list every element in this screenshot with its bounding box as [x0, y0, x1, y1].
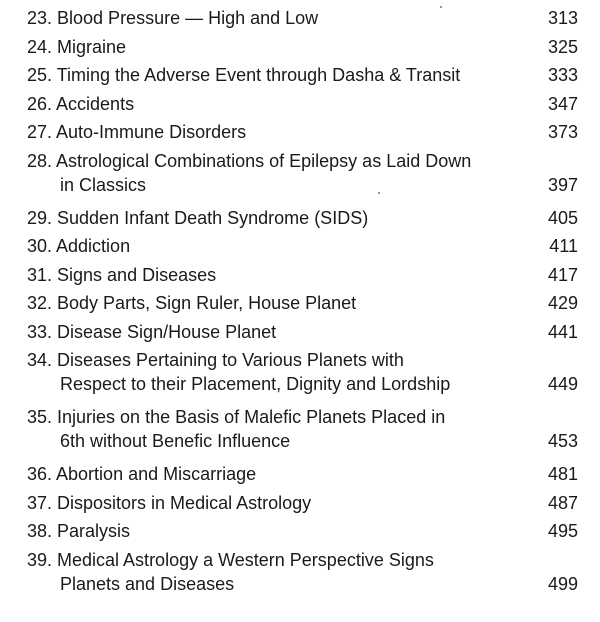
table-of-contents [0, 4, 600, 603]
toc-entry [0, 460, 600, 489]
toc-entry-title: 26. Accidents [27, 93, 135, 114]
toc-entry-page: 333 [547, 65, 578, 85]
toc-entry-title: 27. Auto-Immune Disorders [27, 122, 247, 142]
toc-entry-title: 32. Body Parts, Sign Ruler, House Planet [27, 293, 357, 313]
toc-entry-title: 30. Addiction [27, 236, 131, 256]
toc-entry-page: 313 [547, 8, 578, 28]
toc-entry-page: 449 [547, 374, 578, 394]
scan-speck [440, 6, 442, 8]
toc-entry [0, 147, 600, 204]
toc-entry [0, 346, 600, 403]
toc-entry-title: 33. Disease Sign/House Planet [27, 321, 277, 342]
toc-entry-title: 37. Dispositors in Medical Astrology [27, 492, 312, 513]
toc-entry-title: 29. Sudden Infant Death Syndrome (SIDS) [27, 207, 369, 228]
toc-entry [0, 118, 600, 147]
toc-entry-title: 34. Diseases Pertaining to Various Planets with [27, 350, 404, 370]
toc-entry-page: 373 [547, 122, 578, 142]
toc-entry-title-continuation: 6th without Benefic Influence [60, 431, 291, 451]
toc-entry-page: 325 [547, 36, 578, 57]
toc-entry [0, 403, 600, 460]
toc-entry-page: 347 [547, 93, 578, 114]
toc-entry-page: 417 [547, 264, 578, 285]
toc-entry-title: 36. Abortion and Miscarriage [27, 464, 257, 484]
toc-entry-title: 39. Medical Astrology a Western Perspective Signs [27, 549, 434, 570]
toc-entry-page: 495 [547, 521, 578, 541]
toc-entry [0, 289, 600, 318]
toc-entry [0, 261, 600, 290]
toc-entry-page: 397 [547, 174, 578, 195]
toc-entry-page: 441 [547, 321, 578, 342]
toc-entry [0, 546, 600, 603]
toc-entry-title: 31. Signs and Diseases [27, 264, 217, 285]
toc-entry-title: 24. Migraine [27, 36, 127, 57]
toc-entry-title: 28. Astrological Combinations of Epilepsy as Laid Down [27, 150, 472, 171]
toc-entry [0, 33, 600, 62]
toc-entry-title: 35. Injuries on the Basis of Malefic Planets Placed in [27, 407, 446, 427]
toc-entry-title-continuation: Planets and Diseases [60, 573, 235, 594]
toc-entry [0, 489, 600, 518]
toc-entry [0, 232, 600, 261]
toc-entry [0, 90, 600, 119]
toc-entry-title: 38. Paralysis [27, 521, 131, 541]
toc-entry-page: 499 [547, 573, 578, 594]
toc-entry-page: 429 [547, 293, 578, 313]
toc-entry-page: 411 [549, 236, 578, 256]
toc-entry-title-continuation: Respect to their Placement, Dignity and Lordship [60, 374, 451, 394]
scan-speck [378, 192, 380, 194]
toc-entry-page: 487 [547, 492, 578, 513]
toc-entry-title-continuation: in Classics [60, 174, 147, 195]
toc-entry [0, 4, 600, 33]
toc-entry-title: 25. Timing the Adverse Event through Dasha & Transit [27, 65, 461, 85]
toc-entry [0, 318, 600, 347]
toc-entry [0, 204, 600, 233]
toc-entry-page: 481 [547, 464, 578, 484]
toc-entry [0, 517, 600, 546]
toc-entry [0, 61, 600, 90]
toc-entry-page: 453 [547, 431, 578, 451]
toc-entry-title: 23. Blood Pressure — High and Low [27, 8, 319, 28]
toc-entry-page: 405 [547, 207, 578, 228]
